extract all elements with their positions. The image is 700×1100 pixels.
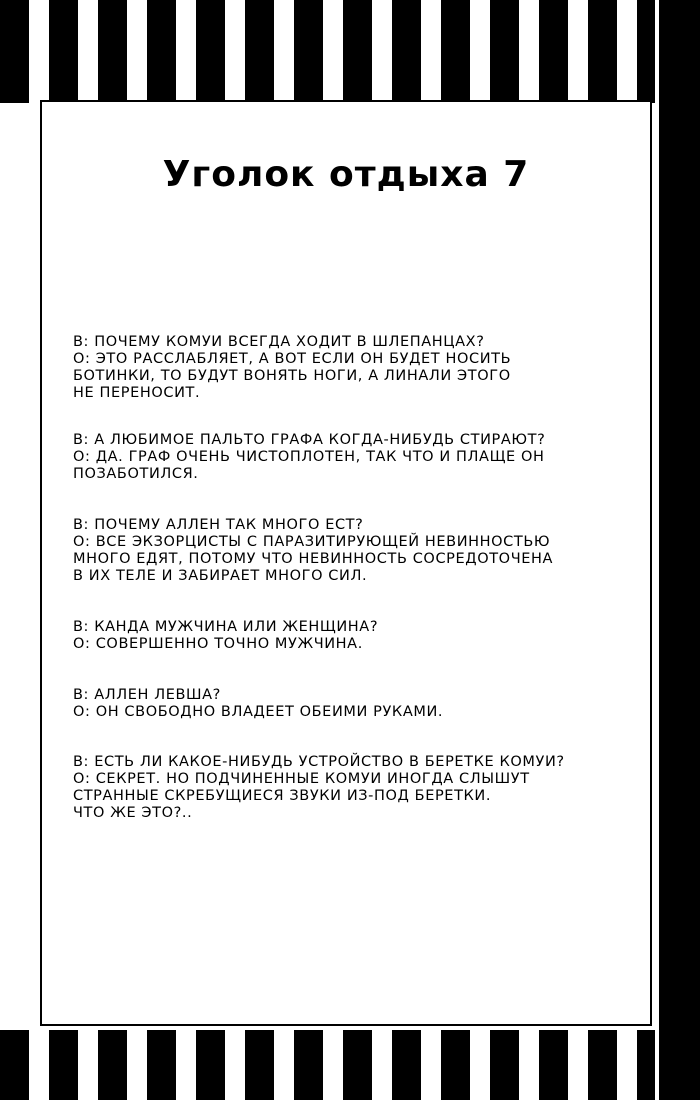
qa-question: В: АЛЛЕН ЛЕВША? xyxy=(73,687,221,703)
qa-question: В: КАНДА МУЖЧИНА ИЛИ ЖЕНЩИНА? xyxy=(73,619,379,635)
qa-item xyxy=(73,334,511,402)
top-stripe-border xyxy=(0,0,700,103)
qa-answer-line: НЕ ПЕРЕНОСИТ. xyxy=(73,385,201,401)
content-panel xyxy=(40,100,652,1026)
qa-answer-line: О: СОВЕРШЕННО ТОЧНО МУЖЧИНА. xyxy=(73,636,363,652)
qa-answer-line: ПОЗАБОТИЛСЯ. xyxy=(73,466,199,482)
page-title: Уголок отдыха 7 xyxy=(162,154,530,195)
qa-item xyxy=(73,687,443,721)
right-stripe-border xyxy=(655,0,700,1100)
qa-question: В: ЕСТЬ ЛИ КАКОЕ-НИБУДЬ УСТРОЙСТВО В БЕРЕТКЕ КОМУИ? xyxy=(73,754,565,770)
qa-item xyxy=(73,619,378,653)
bottom-stripe-border xyxy=(0,1030,700,1100)
qa-answer-line: СТРАННЫЕ СКРЕБУЩИЕСЯ ЗВУКИ ИЗ-ПОД БЕРЕТКИ. xyxy=(73,788,492,804)
qa-item xyxy=(73,432,545,483)
qa-question: В: ПОЧЕМУ АЛЛЕН ТАК МНОГО ЕСТ? xyxy=(73,517,364,533)
qa-answer-line: ЧТО ЖЕ ЭТО?.. xyxy=(73,805,193,821)
qa-question: В: А ЛЮБИМОЕ ПАЛЬТО ГРАФА КОГДА-НИБУДЬ СТИРАЮТ? xyxy=(73,432,546,448)
qa-answer-line: БОТИНКИ, ТО БУДУТ ВОНЯТЬ НОГИ, А ЛИНАЛИ ЭТОГО xyxy=(73,368,511,384)
qa-answer-line: МНОГО ЕДЯТ, ПОТОМУ ЧТО НЕВИННОСТЬ СОСРЕДОТОЧЕНА xyxy=(73,551,554,567)
qa-answer-line: О: ОН СВОБОДНО ВЛАДЕЕТ ОБЕИМИ РУКАМИ. xyxy=(73,704,444,720)
qa-item xyxy=(73,517,553,585)
qa-answer-line: О: ЭТО РАССЛАБЛЯЕТ, А ВОТ ЕСЛИ ОН БУДЕТ НОСИТЬ xyxy=(73,351,512,367)
qa-answer-line: О: СЕКРЕТ. НО ПОДЧИНЕННЫЕ КОМУИ ИНОГДА СЛЫШУТ xyxy=(73,771,530,787)
qa-answer-line: О: ВСЕ ЭКЗОРЦИСТЫ С ПАРАЗИТИРУЮЩЕЙ НЕВИННОСТЬЮ xyxy=(73,534,551,550)
qa-answer-line: О: ДА. ГРАФ ОЧЕНЬ ЧИСТОПЛОТЕН, ТАК ЧТО И ПЛАЩЕ ОН xyxy=(73,449,545,465)
qa-question: В: ПОЧЕМУ КОМУИ ВСЕГДА ХОДИТ В ШЛЕПАНЦАХ? xyxy=(73,334,485,350)
qa-answer-line: В ИХ ТЕЛЕ И ЗАБИРАЕТ МНОГО СИЛ. xyxy=(73,568,368,584)
qa-item xyxy=(73,754,565,822)
